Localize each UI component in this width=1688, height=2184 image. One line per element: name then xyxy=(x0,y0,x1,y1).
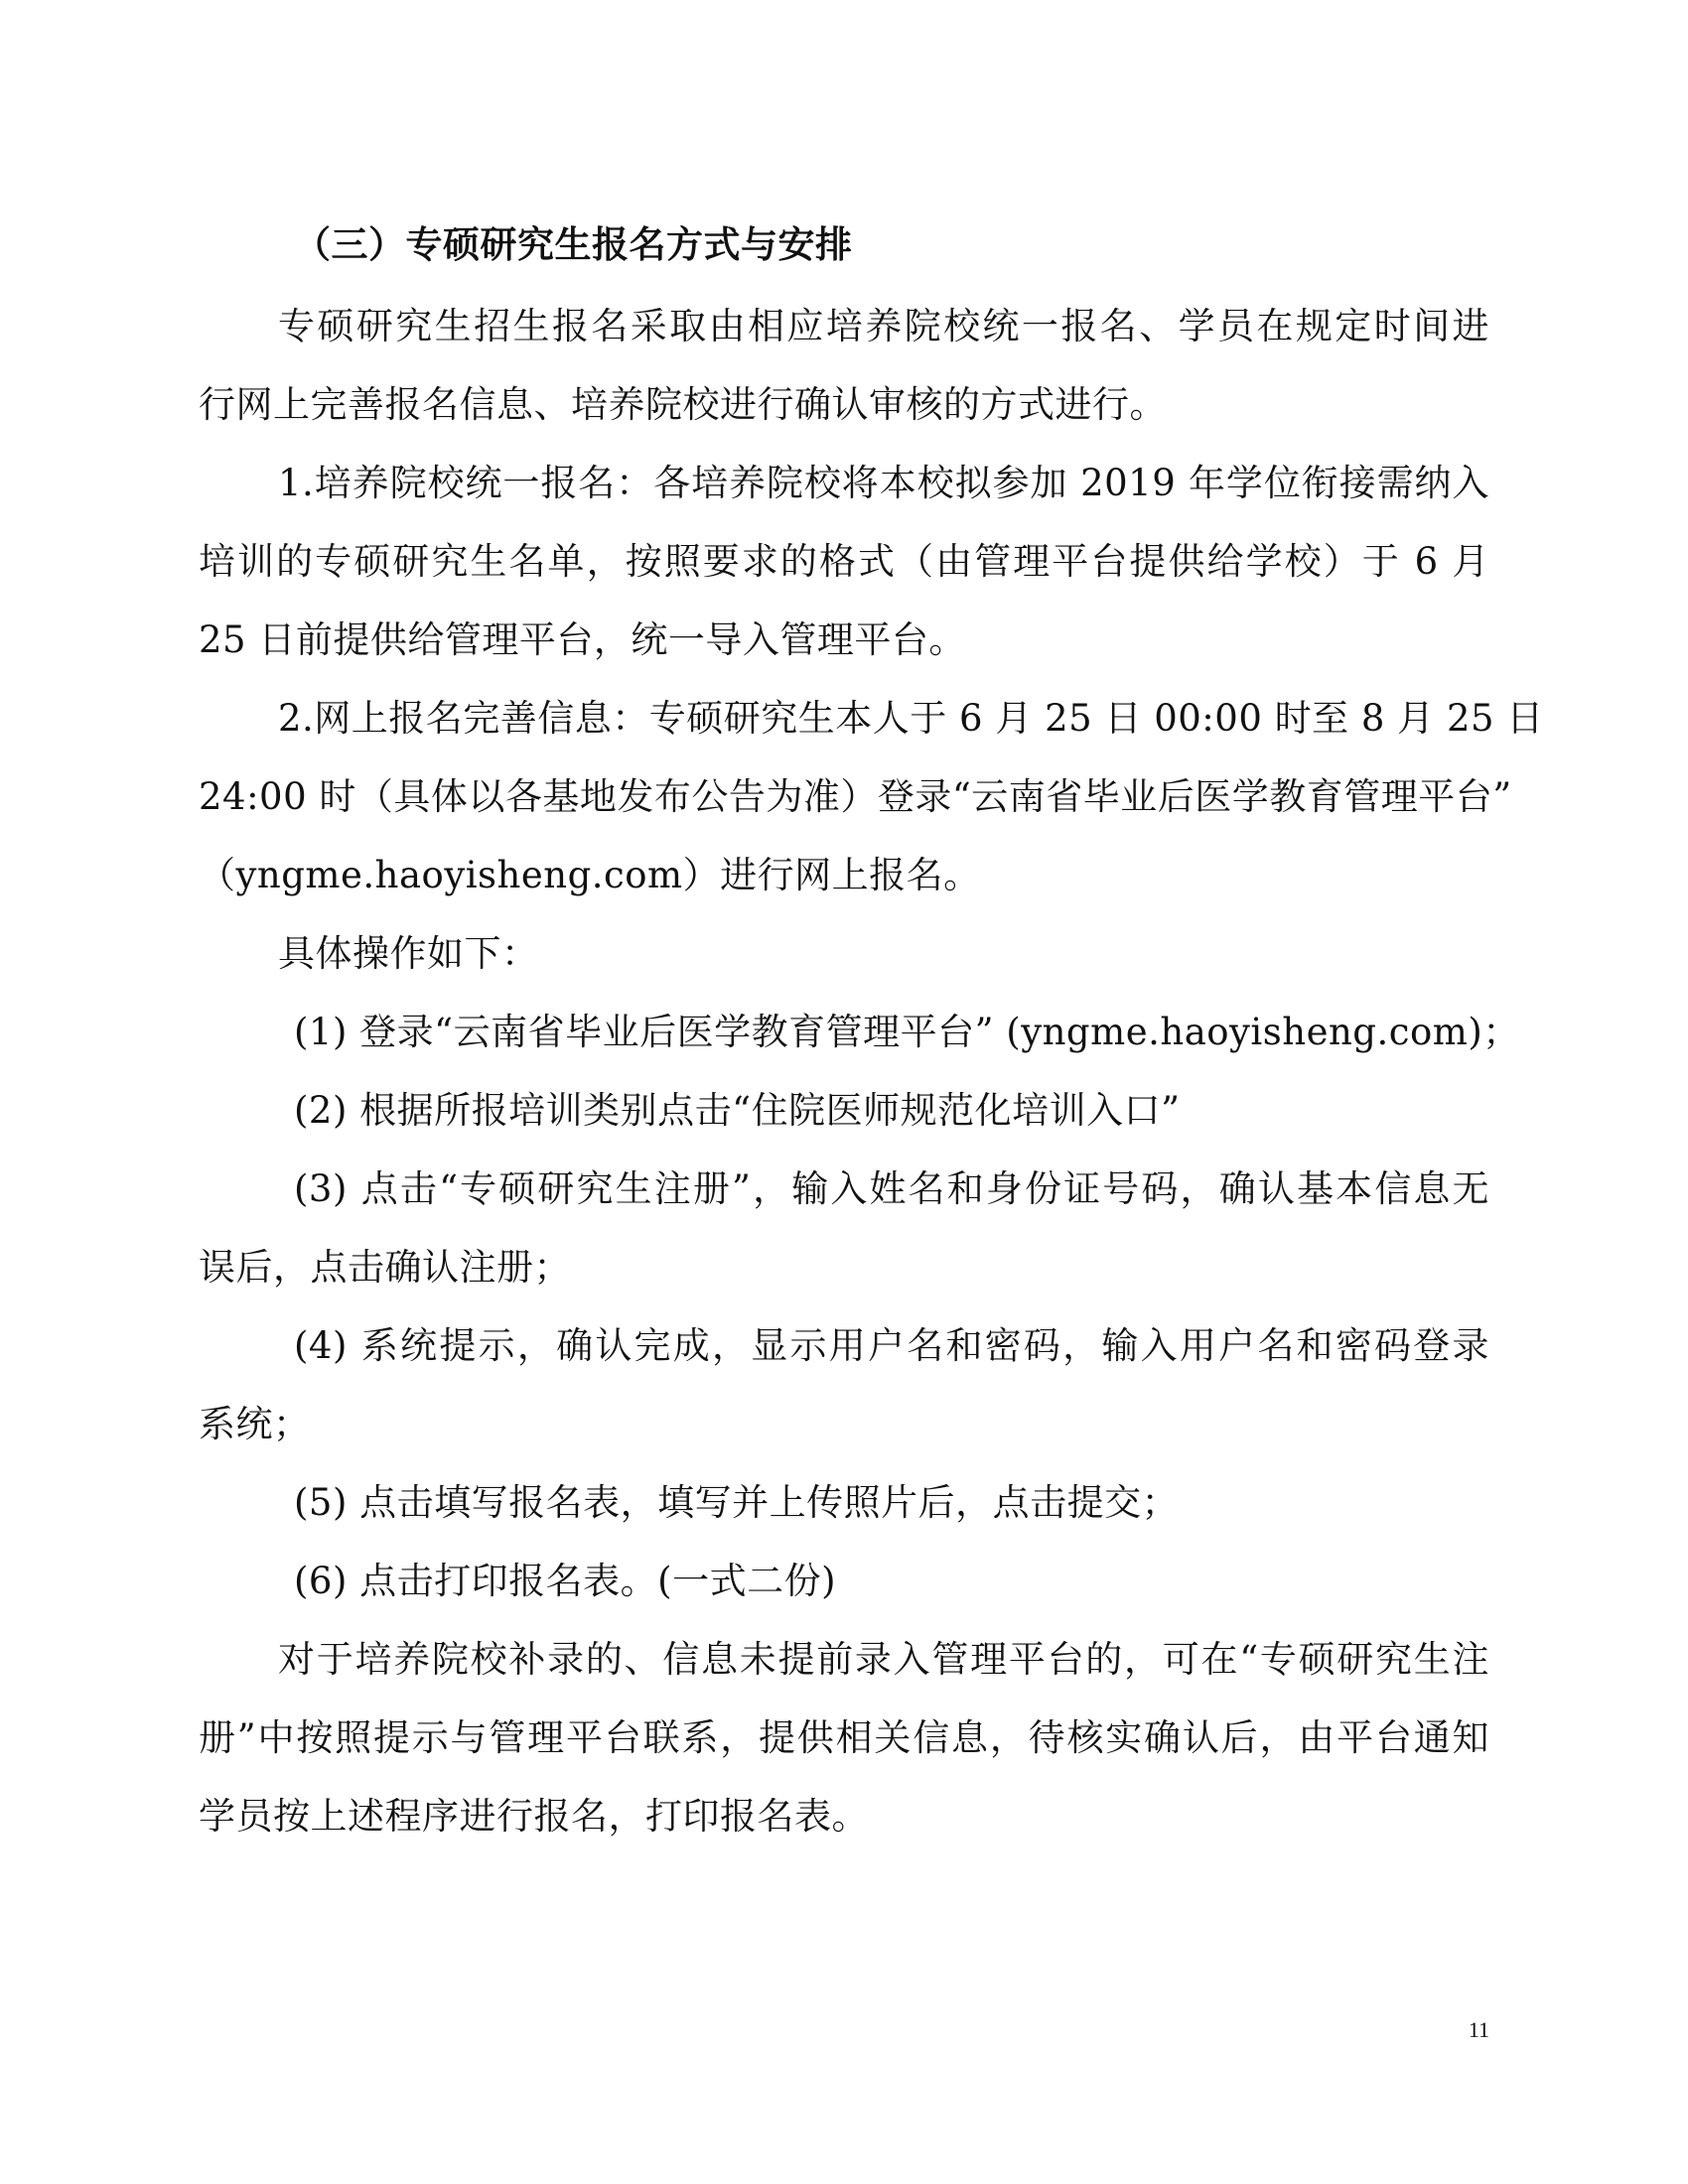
step-item: 误后，点击确认注册； xyxy=(199,1246,571,1289)
paragraph-line: 25 日前提供给管理平台，统一导入管理平台。 xyxy=(199,618,966,661)
paragraph-line: 专硕研究生招生报名采取由相应培养院校统一报名、学员在规定时间进 xyxy=(278,305,1489,347)
step-item: 系统； xyxy=(199,1403,311,1445)
paragraph-line: 行网上完善报名信息、培养院校进行确认审核的方式进行。 xyxy=(199,383,1167,426)
paragraph-line: 培训的专硕研究生名单，按照要求的格式（由管理平台提供给学校）于 6 月 xyxy=(199,540,1489,583)
step-item: (5) 点击填写报名表，填写并上传照片后，点击提交； xyxy=(294,1481,1180,1524)
paragraph-line: 对于培养院校补录的、信息未提前录入管理平台的，可在“专硕研究生注 xyxy=(278,1638,1489,1681)
section-heading: （三）专硕研究生报名方式与安排 xyxy=(294,223,853,266)
paragraph-line: （yngme.haoyisheng.com）进行网上报名。 xyxy=(199,854,981,896)
paragraph-line: 1.培养院校统一报名：各培养院校将本校拟参加 2019 年学位衔接需纳入 xyxy=(278,462,1489,504)
paragraph-line: 册”中按照提示与管理平台联系，提供相关信息，待核实确认后，由平台通知 xyxy=(199,1716,1489,1759)
page-number: 11 xyxy=(1468,2017,1489,2042)
step-item: (3) 点击“专硕研究生注册”，输入姓名和身份证号码，确认基本信息无 xyxy=(294,1167,1489,1210)
paragraph-line: 24:00 时（具体以各基地发布公告为准）登录“云南省毕业后医学教育管理平台” xyxy=(199,775,1512,818)
step-item: (2) 根据所报培训类别点击“住院医师规范化培训入口” xyxy=(294,1089,1181,1132)
paragraph-line: 学员按上述程序进行报名，打印报名表。 xyxy=(199,1795,869,1838)
paragraph-line: 2.网上报名完善信息：专硕研究生本人于 6 月 25 日 00:00 时至 8 月 25 日 xyxy=(278,697,1544,740)
step-item: (4) 系统提示，确认完成，显示用户名和密码，输入用户名和密码登录 xyxy=(294,1324,1489,1367)
step-item: (6) 点击打印报名表。(一式二份) xyxy=(294,1560,837,1602)
paragraph-line: 具体操作如下： xyxy=(278,932,539,975)
step-item: (1) 登录“云南省毕业后医学教育管理平台” (yngme.haoyisheng.com)； xyxy=(294,1011,1520,1053)
